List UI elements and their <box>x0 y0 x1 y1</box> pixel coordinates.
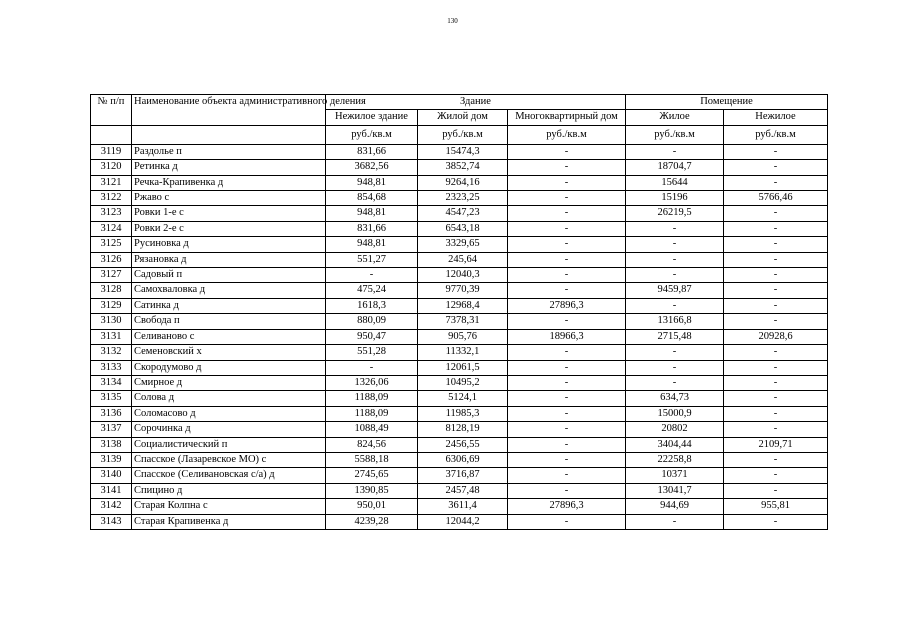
object-name: Ретинка д <box>132 160 326 175</box>
residential-room-value: 15644 <box>626 175 724 190</box>
table-row <box>91 175 828 190</box>
nonresidential-building-value: 1188,09 <box>326 406 418 421</box>
header-room-group: Помещение <box>626 95 828 110</box>
row-number: 3120 <box>91 160 132 175</box>
row-number: 3132 <box>91 345 132 360</box>
object-name: Ржаво с <box>132 191 326 206</box>
header-nonresidential-building: Нежилое здание <box>326 110 418 125</box>
row-number: 3126 <box>91 252 132 267</box>
apartment-building-value: - <box>508 514 626 529</box>
nonresidential-room-value: - <box>724 314 828 329</box>
object-name: Скородумово д <box>132 360 326 375</box>
nonresidential-building-value: 948,81 <box>326 206 418 221</box>
row-number: 3124 <box>91 221 132 236</box>
row-number: 3142 <box>91 499 132 514</box>
apartment-building-value: - <box>508 360 626 375</box>
residential-house-value: 3852,74 <box>418 160 508 175</box>
apartment-building-value: - <box>508 391 626 406</box>
residential-room-value: - <box>626 345 724 360</box>
row-number: 3137 <box>91 422 132 437</box>
table-row <box>91 499 828 514</box>
nonresidential-room-value: - <box>724 221 828 236</box>
object-name: Самохваловка д <box>132 283 326 298</box>
nonresidential-room-value: 5766,46 <box>724 191 828 206</box>
nonresidential-building-value: 1618,3 <box>326 298 418 313</box>
nonresidential-room-value: - <box>724 375 828 390</box>
nonresidential-building-value: 551,27 <box>326 252 418 267</box>
residential-house-value: 2323,25 <box>418 191 508 206</box>
residential-room-value: 9459,87 <box>626 283 724 298</box>
residential-room-value: 13041,7 <box>626 483 724 498</box>
row-number: 3119 <box>91 144 132 159</box>
table-row <box>91 221 828 236</box>
nonresidential-room-value: - <box>724 144 828 159</box>
residential-house-value: 11985,3 <box>418 406 508 421</box>
residential-house-value: 3611,4 <box>418 499 508 514</box>
residential-room-value: 2715,48 <box>626 329 724 344</box>
header-num: № п/п <box>91 95 132 126</box>
residential-room-value: - <box>626 252 724 267</box>
row-number: 3135 <box>91 391 132 406</box>
residential-room-value: - <box>626 514 724 529</box>
nonresidential-room-value: - <box>724 452 828 467</box>
apartment-building-value: - <box>508 375 626 390</box>
residential-house-value: 10495,2 <box>418 375 508 390</box>
object-name: Спицино д <box>132 483 326 498</box>
table-row <box>91 283 828 298</box>
residential-house-value: 2456,55 <box>418 437 508 452</box>
residential-room-value: 18704,7 <box>626 160 724 175</box>
header-residential-room: Жилое <box>626 110 724 125</box>
table-row <box>91 514 828 529</box>
residential-house-value: 6543,18 <box>418 221 508 236</box>
residential-room-value: 22258,8 <box>626 452 724 467</box>
nonresidential-building-value: 950,01 <box>326 499 418 514</box>
nonresidential-building-value: - <box>326 360 418 375</box>
apartment-building-value: - <box>508 437 626 452</box>
object-name: Ровки 1-е с <box>132 206 326 221</box>
nonresidential-building-value: 831,66 <box>326 144 418 159</box>
table-row <box>91 468 828 483</box>
object-name: Спасское (Селивановская с/а) д <box>132 468 326 483</box>
object-name: Солова д <box>132 391 326 406</box>
nonresidential-building-value: 1188,09 <box>326 391 418 406</box>
residential-room-value: 944,69 <box>626 499 724 514</box>
apartment-building-value: - <box>508 345 626 360</box>
object-name: Сатинка д <box>132 298 326 313</box>
residential-room-value: - <box>626 360 724 375</box>
table-row <box>91 191 828 206</box>
table-row <box>91 391 828 406</box>
table-row <box>91 237 828 252</box>
object-name: Речка-Крапивенка д <box>132 175 326 190</box>
object-name: Старая Колпна с <box>132 499 326 514</box>
table-row <box>91 375 828 390</box>
residential-room-value: 3404,44 <box>626 437 724 452</box>
apartment-building-value: 27896,3 <box>508 298 626 313</box>
apartment-building-value: - <box>508 252 626 267</box>
header-residential-house: Жилой дом <box>418 110 508 125</box>
object-name: Соломасово д <box>132 406 326 421</box>
table-row <box>91 452 828 467</box>
nonresidential-room-value: - <box>724 206 828 221</box>
object-name: Свобода п <box>132 314 326 329</box>
object-name: Семеновский х <box>132 345 326 360</box>
table-row <box>91 314 828 329</box>
table-row <box>91 206 828 221</box>
residential-house-value: 4547,23 <box>418 206 508 221</box>
nonresidential-room-value: 20928,6 <box>724 329 828 344</box>
object-name: Садовый п <box>132 268 326 283</box>
residential-room-value: - <box>626 298 724 313</box>
table-row <box>91 345 828 360</box>
nonresidential-room-value: - <box>724 468 828 483</box>
nonresidential-building-value: 831,66 <box>326 221 418 236</box>
object-name: Рязановка д <box>132 252 326 267</box>
table-row <box>91 360 828 375</box>
header-building-group: Здание <box>326 95 626 110</box>
residential-house-value: 15474,3 <box>418 144 508 159</box>
row-number: 3130 <box>91 314 132 329</box>
unit-label: руб./кв.м <box>508 125 626 144</box>
table-row <box>91 422 828 437</box>
apartment-building-value: - <box>508 237 626 252</box>
residential-room-value: 26219,5 <box>626 206 724 221</box>
apartment-building-value: - <box>508 268 626 283</box>
nonresidential-room-value: - <box>724 175 828 190</box>
object-name: Социалистический п <box>132 437 326 452</box>
object-name: Спасское (Лазаревское МО) с <box>132 452 326 467</box>
residential-house-value: 12968,4 <box>418 298 508 313</box>
residential-house-value: 245,64 <box>418 252 508 267</box>
residential-house-value: 5124,1 <box>418 391 508 406</box>
residential-room-value: - <box>626 237 724 252</box>
nonresidential-building-value: - <box>326 268 418 283</box>
residential-room-value: 20802 <box>626 422 724 437</box>
residential-house-value: 12061,5 <box>418 360 508 375</box>
nonresidential-room-value: - <box>724 406 828 421</box>
nonresidential-room-value: - <box>724 160 828 175</box>
apartment-building-value: - <box>508 452 626 467</box>
table-body <box>91 144 828 529</box>
residential-house-value: 7378,31 <box>418 314 508 329</box>
apartment-building-value: - <box>508 406 626 421</box>
nonresidential-building-value: 1390,85 <box>326 483 418 498</box>
apartment-building-value: - <box>508 483 626 498</box>
table-row <box>91 160 828 175</box>
header-nonresidential-room: Нежилое <box>724 110 828 125</box>
object-name: Русиновка д <box>132 237 326 252</box>
residential-room-value: 10371 <box>626 468 724 483</box>
nonresidential-room-value: - <box>724 237 828 252</box>
residential-house-value: 6306,69 <box>418 452 508 467</box>
nonresidential-room-value: - <box>724 514 828 529</box>
table-row <box>91 268 828 283</box>
page-number: 130 <box>447 17 458 25</box>
apartment-building-value: - <box>508 283 626 298</box>
row-number: 3143 <box>91 514 132 529</box>
row-number: 3138 <box>91 437 132 452</box>
apartment-building-value: - <box>508 144 626 159</box>
apartment-building-value: - <box>508 314 626 329</box>
row-number: 3121 <box>91 175 132 190</box>
apartment-building-value: - <box>508 468 626 483</box>
table-row <box>91 437 828 452</box>
nonresidential-building-value: 551,28 <box>326 345 418 360</box>
unit-cell-empty <box>132 125 326 144</box>
table-row <box>91 252 828 267</box>
row-number: 3122 <box>91 191 132 206</box>
residential-house-value: 3329,65 <box>418 237 508 252</box>
nonresidential-building-value: 948,81 <box>326 237 418 252</box>
row-number: 3139 <box>91 452 132 467</box>
nonresidential-room-value: 955,81 <box>724 499 828 514</box>
table-row <box>91 144 828 159</box>
row-number: 3123 <box>91 206 132 221</box>
apartment-building-value: 18966,3 <box>508 329 626 344</box>
nonresidential-room-value: - <box>724 483 828 498</box>
nonresidential-room-value: - <box>724 422 828 437</box>
unit-label: руб./кв.м <box>326 125 418 144</box>
object-name: Старая Крапивенка д <box>132 514 326 529</box>
unit-label: руб./кв.м <box>724 125 828 144</box>
nonresidential-building-value: 4239,28 <box>326 514 418 529</box>
row-number: 3140 <box>91 468 132 483</box>
nonresidential-building-value: 880,09 <box>326 314 418 329</box>
residential-room-value: - <box>626 221 724 236</box>
nonresidential-room-value: - <box>724 252 828 267</box>
residential-house-value: 12044,2 <box>418 514 508 529</box>
residential-room-value: 15196 <box>626 191 724 206</box>
nonresidential-room-value: - <box>724 391 828 406</box>
apartment-building-value: - <box>508 422 626 437</box>
residential-room-value: 634,73 <box>626 391 724 406</box>
row-number: 3131 <box>91 329 132 344</box>
object-name: Раздолье п <box>132 144 326 159</box>
residential-house-value: 11332,1 <box>418 345 508 360</box>
header-apartment-building: Многоквартирный дом <box>508 110 626 125</box>
residential-house-value: 3716,87 <box>418 468 508 483</box>
residential-house-value: 12040,3 <box>418 268 508 283</box>
nonresidential-room-value: - <box>724 283 828 298</box>
nonresidential-building-value: 3682,56 <box>326 160 418 175</box>
apartment-building-value: 27896,3 <box>508 499 626 514</box>
nonresidential-building-value: 1088,49 <box>326 422 418 437</box>
nonresidential-building-value: 854,68 <box>326 191 418 206</box>
nonresidential-building-value: 1326,06 <box>326 375 418 390</box>
row-number: 3136 <box>91 406 132 421</box>
residential-house-value: 2457,48 <box>418 483 508 498</box>
residential-house-value: 8128,19 <box>418 422 508 437</box>
residential-room-value: - <box>626 268 724 283</box>
row-number: 3125 <box>91 237 132 252</box>
object-name: Селиваново с <box>132 329 326 344</box>
table-row <box>91 483 828 498</box>
residential-room-value: 15000,9 <box>626 406 724 421</box>
residential-room-value: - <box>626 144 724 159</box>
nonresidential-building-value: 824,56 <box>326 437 418 452</box>
nonresidential-room-value: 2109,71 <box>724 437 828 452</box>
nonresidential-room-value: - <box>724 298 828 313</box>
apartment-building-value: - <box>508 160 626 175</box>
residential-house-value: 905,76 <box>418 329 508 344</box>
residential-house-value: 9264,16 <box>418 175 508 190</box>
nonresidential-building-value: 948,81 <box>326 175 418 190</box>
table-row <box>91 298 828 313</box>
unit-cell-empty <box>91 125 132 144</box>
apartment-building-value: - <box>508 206 626 221</box>
apartment-building-value: - <box>508 221 626 236</box>
nonresidential-room-value: - <box>724 268 828 283</box>
cadastral-value-table <box>90 94 828 530</box>
table-row <box>91 406 828 421</box>
row-number: 3133 <box>91 360 132 375</box>
residential-room-value: 13166,8 <box>626 314 724 329</box>
apartment-building-value: - <box>508 175 626 190</box>
object-name: Сорочинка д <box>132 422 326 437</box>
nonresidential-room-value: - <box>724 360 828 375</box>
table-row <box>91 329 828 344</box>
row-number: 3134 <box>91 375 132 390</box>
row-number: 3141 <box>91 483 132 498</box>
residential-house-value: 9770,39 <box>418 283 508 298</box>
nonresidential-building-value: 2745,65 <box>326 468 418 483</box>
object-name: Ровки 2-е с <box>132 221 326 236</box>
nonresidential-room-value: - <box>724 345 828 360</box>
nonresidential-building-value: 950,47 <box>326 329 418 344</box>
header-name: Наименование объекта административного деления <box>132 95 326 126</box>
nonresidential-building-value: 5588,18 <box>326 452 418 467</box>
row-number: 3128 <box>91 283 132 298</box>
object-name: Смирное д <box>132 375 326 390</box>
unit-label: руб./кв.м <box>418 125 508 144</box>
row-number: 3127 <box>91 268 132 283</box>
residential-room-value: - <box>626 375 724 390</box>
apartment-building-value: - <box>508 191 626 206</box>
unit-label: руб./кв.м <box>626 125 724 144</box>
row-number: 3129 <box>91 298 132 313</box>
nonresidential-building-value: 475,24 <box>326 283 418 298</box>
